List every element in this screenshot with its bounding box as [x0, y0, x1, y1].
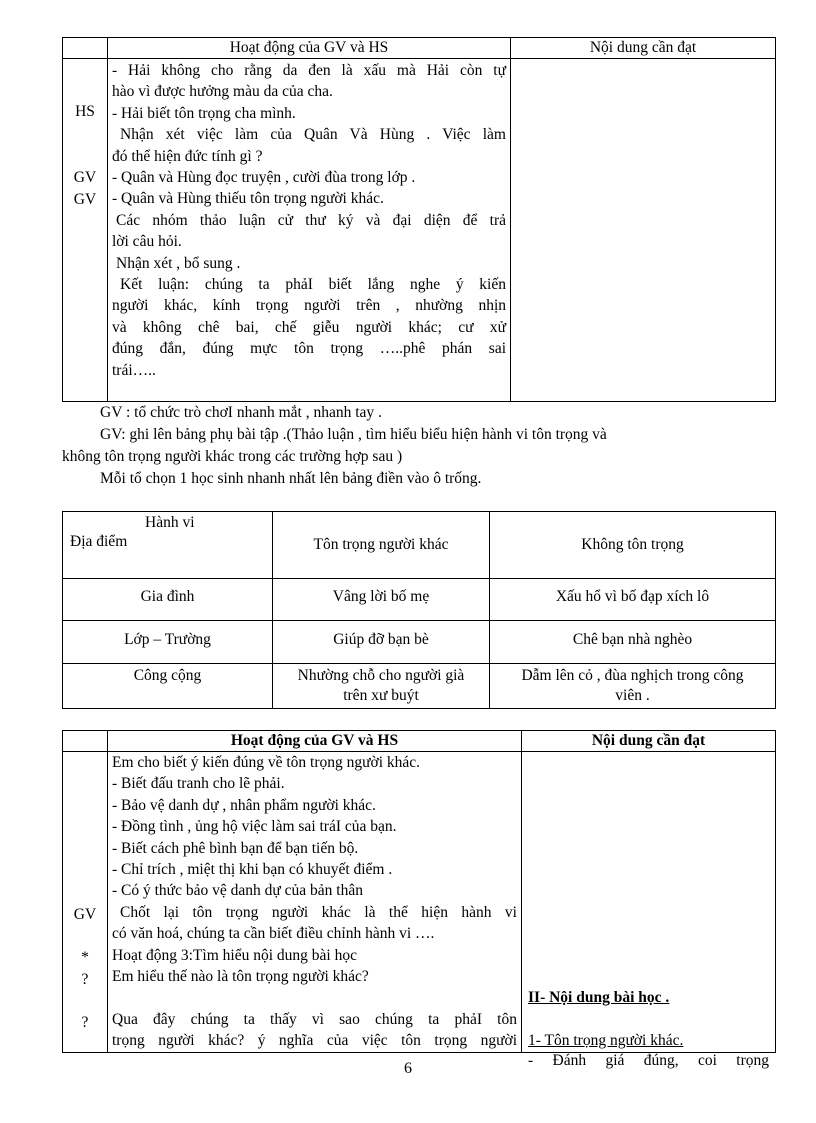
place-cell: Công cộng — [63, 664, 273, 709]
page-number: 6 — [404, 1060, 412, 1077]
activity-line: Hoạt động 3:Tìm hiểu nội dung bài học — [112, 946, 357, 964]
role-cell — [63, 752, 108, 1053]
activity-line: - Có ý thức bảo vệ danh dự của bản thân — [112, 882, 363, 900]
activity-table-1 — [62, 37, 776, 402]
content-subheading: 1- Tôn trọng người khác. — [528, 1032, 684, 1049]
activity-cell — [108, 752, 522, 1053]
activity-line: - Biết cách phê bình bạn để bạn tiến bộ. — [112, 839, 359, 857]
role-label: GV — [73, 906, 97, 923]
blank-line — [112, 987, 517, 1008]
activity-line: người khác, kính trọng người trên , nhường nhịn — [112, 297, 506, 315]
role-label: HS — [75, 103, 95, 120]
disrespect-cell: Dẫm lên cỏ , đùa nghịch trong công viên . — [490, 664, 776, 709]
activity-line: - Quân và Hùng thiếu tôn trọng người khác. — [112, 190, 384, 208]
content-cell — [511, 59, 776, 402]
activity-line: - Đồng tình , ủng hộ việc làm sai tráI của bạn. — [112, 818, 397, 836]
activity-line: - Chỉ trích , miệt thị khi bạn có khuyết điểm . — [112, 861, 393, 879]
header-activity: Hoạt động của GV và HS — [108, 38, 511, 59]
behavior-table — [62, 511, 776, 709]
content-heading: II- Nội dung bài học . — [528, 989, 670, 1006]
activity-line: - Hải biết tôn trọng cha mình. — [112, 104, 296, 122]
header-activity: Hoạt động của GV và HS — [108, 731, 522, 752]
disrespect-cell: Xấu hổ vì bố đạp xích lô — [490, 579, 776, 621]
activity-line: Nhận xét , bổ sung . — [116, 254, 241, 272]
respect-cell: Giúp đỡ bạn bè — [273, 621, 490, 664]
activity-line: lời câu hỏi. — [112, 233, 182, 251]
instruction-paragraph: không tôn trọng người khác trong các trường hợp sau ) — [62, 448, 403, 465]
place-cell: Lớp – Trường — [63, 621, 273, 664]
activity-line: Nhận xét việc làm của Quân Và Hùng . Việc làm — [120, 126, 506, 144]
activity-line: trọng người khác? ý nghĩa của việc tôn trọng người — [112, 1032, 517, 1050]
activity-cell — [108, 59, 511, 402]
activity-line: - Biết đấu tranh cho lẽ phải. — [112, 775, 285, 793]
activity-table-2 — [62, 730, 776, 1069]
activity-line: có văn hoá, chúng ta cần biết điều chỉnh hành vi …. — [112, 925, 435, 943]
disrespect-header: Không tôn trọng — [490, 512, 776, 579]
disrespect-cell: Chê bạn nhà nghèo — [490, 621, 776, 664]
activity-line: - Hải không cho rằng da đen là xấu mà Hải còn tự — [112, 62, 506, 79]
respect-cell: Vâng lời bố mẹ — [273, 579, 490, 621]
activity-line: Chốt lại tôn trọng người khác là thể hiện hành vi — [120, 903, 517, 921]
activity-line: Em hiểu thế nào là tôn trọng người khác? — [112, 968, 369, 986]
activity-line: đó thể hiện đức tính gì ? — [112, 147, 263, 165]
instruction-paragraph: GV: ghi lên bảng phụ bài tập .(Thảo luận , tìm hiểu biểu hiện hành vi tôn trọng và — [100, 426, 607, 443]
header-role-col — [63, 38, 108, 59]
role-cell — [63, 59, 108, 402]
activity-line: Kết luận: chúng ta phảI biết lắng nghe ý kiến — [120, 276, 506, 294]
role-label: ? — [81, 971, 89, 988]
corner-top-label: Hành vi — [145, 514, 195, 531]
activity-line: Các nhóm thảo luận cử thư ký và đại diện để trả — [116, 211, 506, 229]
activity-line: đúng đắn, đúng mực tôn trọng …..phê phán sai — [112, 340, 506, 358]
activity-line: hào vì được hưởng màu da của cha. — [112, 83, 333, 101]
respect-cell: Nhường chỗ cho người già trên xư buýt — [273, 664, 490, 709]
corner-cell — [63, 512, 273, 579]
activity-line: Qua đây chúng ta thấy vì sao chúng ta phảI tôn — [112, 1010, 517, 1028]
role-label: GV — [73, 191, 97, 208]
respect-header: Tôn trọng người khác — [273, 512, 490, 579]
content-cell — [522, 752, 776, 1069]
header-content: Nội dung cần đạt — [522, 731, 776, 752]
instruction-paragraph: Mỗi tổ chọn 1 học sinh nhanh nhất lên bảng điền vào ô trống. — [100, 470, 482, 487]
header-content: Nội dung cần đạt — [511, 38, 776, 59]
activity-line: và không chê bai, chế giễu người khác; cư xử — [112, 318, 506, 336]
corner-bottom-label: Địa điểm — [70, 533, 128, 550]
content-line: - Đánh giá đúng, coi trọng — [528, 1052, 769, 1069]
place-cell: Gia đình — [63, 579, 273, 621]
role-label: GV — [73, 169, 97, 186]
activity-line: - Bảo vệ danh dự , nhân phẩm người khác. — [112, 796, 376, 814]
header-role-col — [63, 731, 108, 752]
activity-line: - Quân và Hùng đọc truyện , cười đùa trong lớp . — [112, 169, 416, 187]
activity-line: trái….. — [112, 361, 156, 379]
role-label: * — [81, 949, 89, 966]
activity-line: Em cho biết ý kiến đúng về tôn trọng người khác. — [112, 754, 421, 771]
role-label: ? — [81, 1014, 89, 1031]
instruction-paragraph: GV : tổ chức trò chơI nhanh mắt , nhanh tay . — [100, 404, 382, 421]
